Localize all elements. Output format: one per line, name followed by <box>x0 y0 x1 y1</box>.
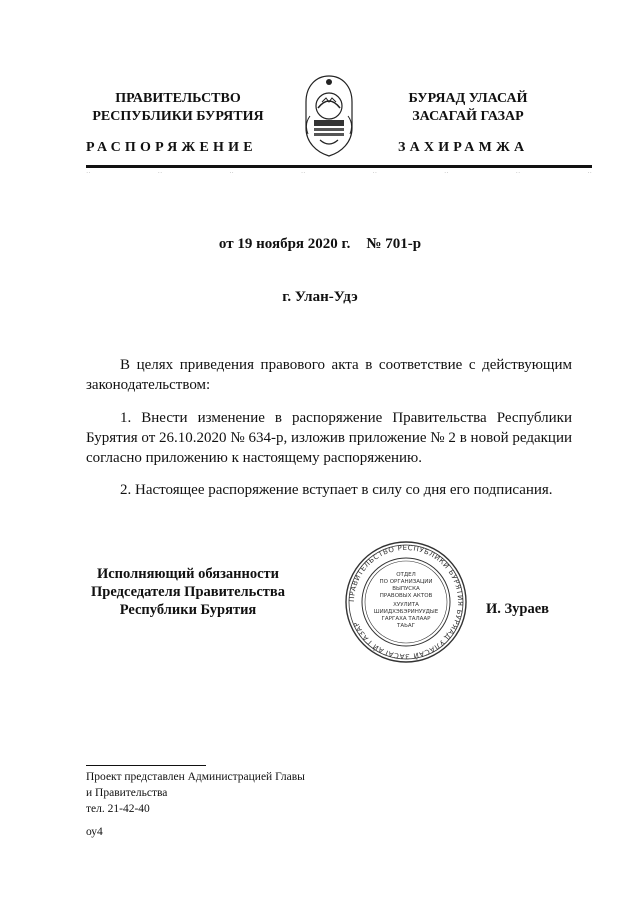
signatory-name: И. Зураев <box>486 601 550 617</box>
document-city: г. Улан-Удэ <box>282 289 358 305</box>
header-dotted-line: ·· ·· ·· ·· ·· ·· ·· ·· <box>86 169 592 177</box>
signatory-title-line1: Исполняющий обязанности <box>96 566 280 582</box>
paragraph-item-1: 1. Внести изменение в распоряжение Правительства Республики Бурятия от 26.10.2020 № 634-р, изложив приложение № 2 в новой редакции согласно приложению к настоящему распоряжению. <box>86 410 572 466</box>
seal-line1: ОТДЕЛ <box>396 572 416 578</box>
signatory-title <box>78 565 298 619</box>
paragraph-preamble: В целях приведения правового акта в соответствие с действующим законодательством: <box>86 357 572 393</box>
seal-line6: ШИИДХЭБЭРИНУУДЫЕ <box>373 609 439 615</box>
header-right-line2: ЗАСАГАЙ ГАЗАР <box>412 109 524 124</box>
seal-line7: ГАРГАХА ТАЛААР <box>381 616 431 622</box>
seal-line5: ХУУЛИТА <box>393 602 419 608</box>
footer-note <box>86 769 305 817</box>
document-date: от 19 ноября 2020 г. <box>218 236 351 252</box>
seal-line3: ВЫПУСКА <box>392 586 420 592</box>
seal-line8: ТАЬАГ <box>396 623 416 629</box>
footer-line2: и Правительства <box>86 787 168 799</box>
seal-line2: ПО ОРГАНИЗАЦИИ <box>379 579 433 585</box>
doc-type-right: ЗАХИРАМЖА <box>398 140 529 155</box>
header-left-block <box>68 90 288 126</box>
republic-of-buryatia-emblem-icon <box>296 72 362 160</box>
footer-divider <box>86 765 206 766</box>
header-right-block <box>358 90 578 126</box>
footer-line1: Проект представлен Администрацией Главы <box>86 771 305 783</box>
official-seal-icon <box>344 540 468 664</box>
seal-line4: ПРАВОВЫХ АКТОВ <box>379 593 433 599</box>
signatory-title-line3: Республики Бурятия <box>119 602 257 618</box>
document-number: № 701-р <box>366 236 422 252</box>
footer-code: оу4 <box>86 826 103 838</box>
header-divider <box>86 165 592 168</box>
seal-outer-text: ПРАВИТЕЛЬСТВО РЕСПУБЛИКИ БУРЯТИЯ БУРЯАД УЛАСАЙ ЗАСАГАЙ ГАЗАР <box>347 543 465 661</box>
header-left-line1: ПРАВИТЕЛЬСТВО <box>115 91 241 106</box>
footer-phone: тел. 21-42-40 <box>86 803 150 815</box>
signatory-title-line2: Председателя Правительства <box>91 584 285 600</box>
document-date-number <box>0 236 640 253</box>
paragraph-item-2: 2. Настоящее распоряжение вступает в силу со дня его подписания. <box>120 482 553 498</box>
header-right-line1: БУРЯАД УЛАСАЙ <box>408 91 528 106</box>
header-left-line2: РЕСПУБЛИКИ БУРЯТИЯ <box>92 109 264 124</box>
doc-type-left: РАСПОРЯЖЕНИЕ <box>86 140 257 155</box>
